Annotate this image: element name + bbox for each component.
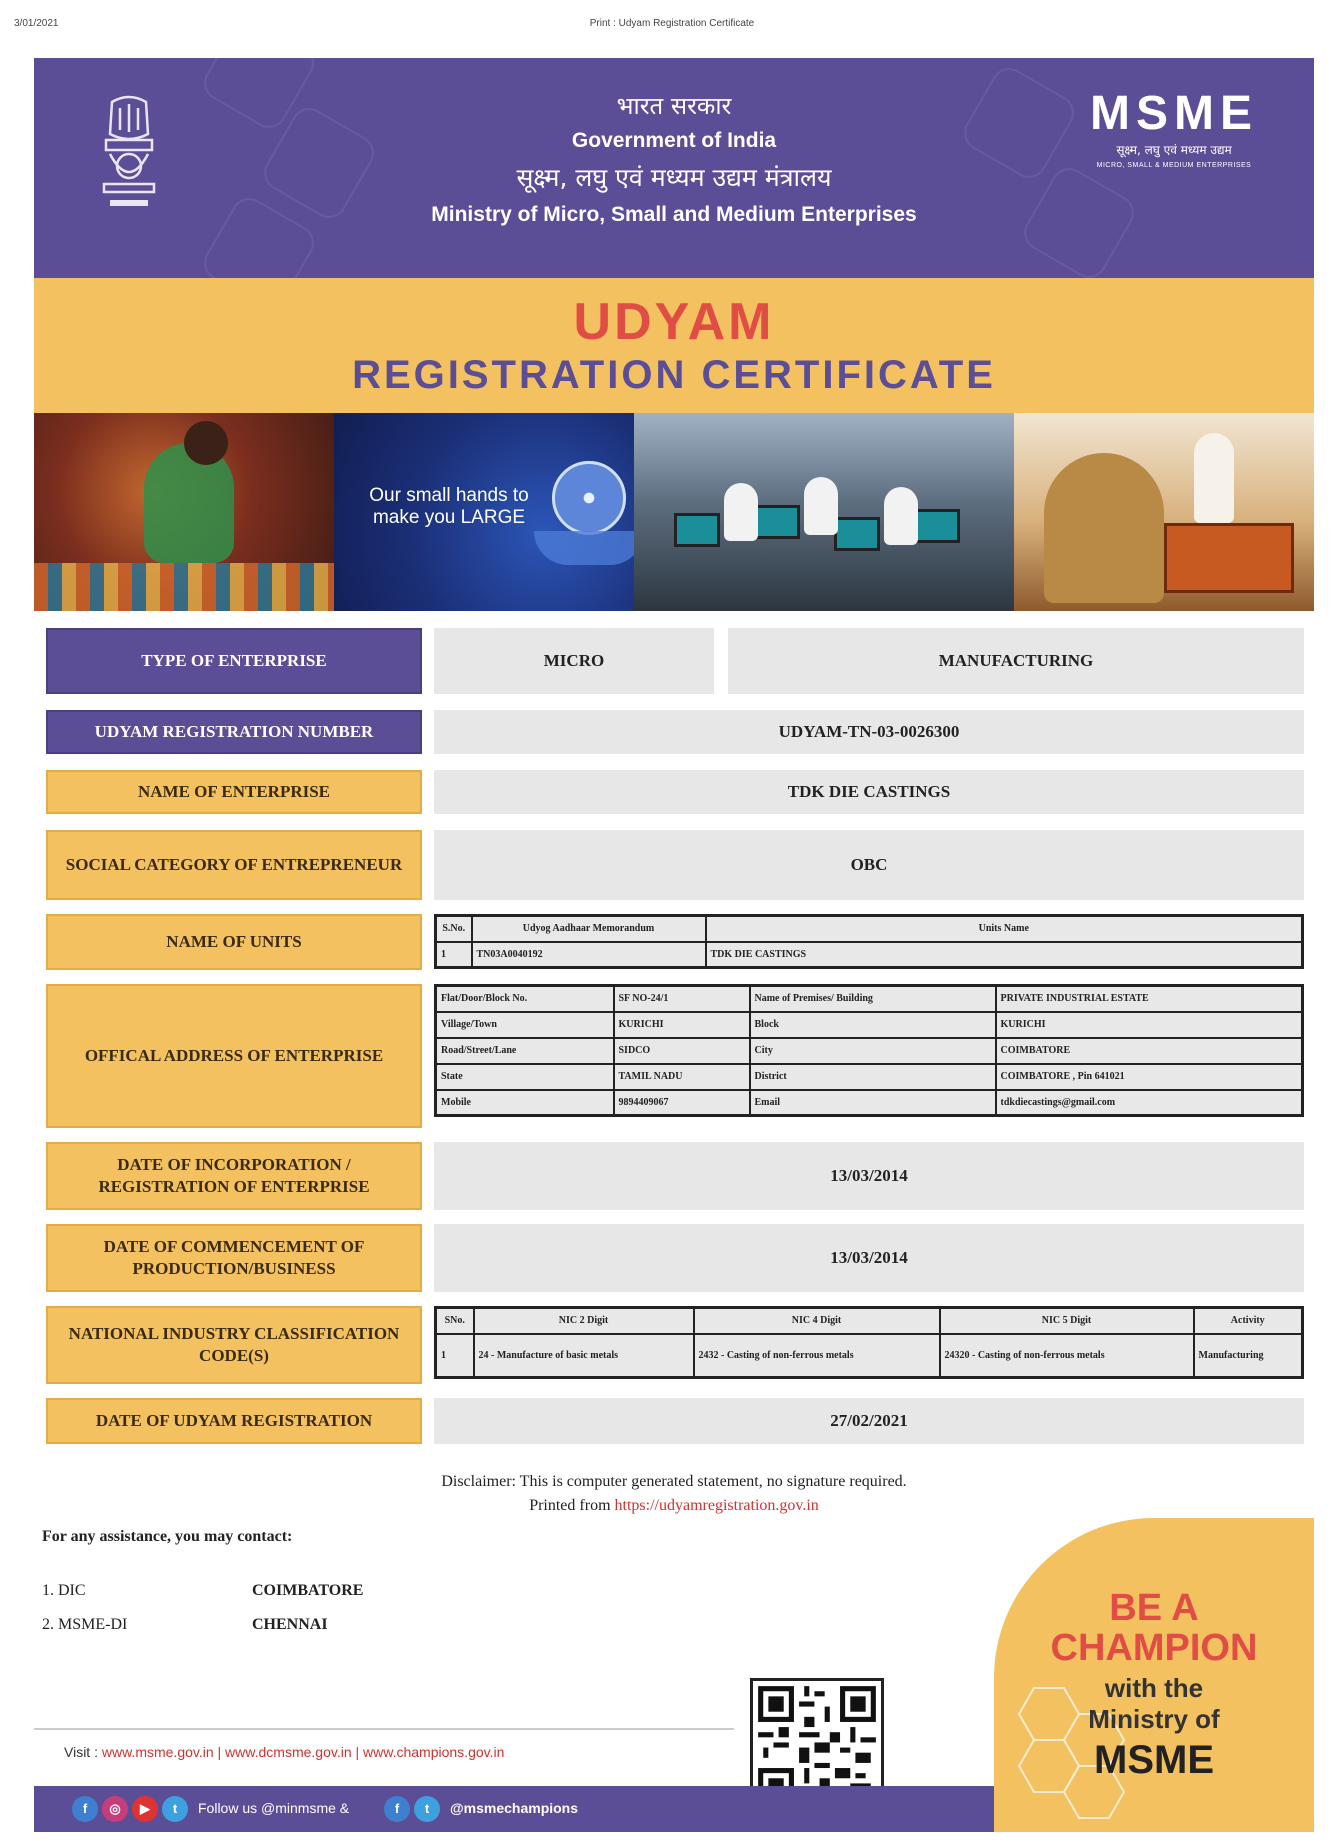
table-header-cell: Units Name bbox=[706, 916, 1303, 942]
table-cell: 1 bbox=[436, 1334, 474, 1378]
table-cell: Block bbox=[750, 1012, 996, 1038]
social-category-label: SOCIAL CATEGORY OF ENTREPRENEUR bbox=[46, 830, 422, 900]
udyam-registration-date-label: DATE OF UDYAM REGISTRATION bbox=[46, 1398, 422, 1444]
table-row bbox=[436, 1064, 1303, 1090]
office-workers-image bbox=[634, 413, 1014, 611]
table-cell: SIDCO bbox=[614, 1038, 750, 1064]
certificate-sheet bbox=[34, 58, 1314, 1832]
table-cell: Email bbox=[750, 1090, 996, 1116]
table-row bbox=[436, 986, 1303, 1012]
disclaimer-text: Disclaimer: This is computer generated statement, no signature required. bbox=[441, 1473, 907, 1490]
nic-codes-label: NATIONAL INDUSTRY CLASSIFICATION CODE(S) bbox=[46, 1306, 422, 1384]
incorporation-date-value: 13/03/2014 bbox=[434, 1142, 1304, 1210]
certificate-title-band bbox=[34, 278, 1314, 413]
youtube-icon[interactable]: ▶ bbox=[132, 1796, 158, 1822]
national-emblem-icon bbox=[90, 94, 168, 212]
printed-from-line bbox=[34, 1494, 1314, 1518]
table-cell: KURICHI bbox=[614, 1012, 750, 1038]
msme-logo bbox=[1074, 88, 1274, 188]
visit-label: Visit : bbox=[64, 1744, 98, 1760]
commencement-date-value: 13/03/2014 bbox=[434, 1224, 1304, 1292]
visit-links-text[interactable]: www.msme.gov.in | www.dcmsme.gov.in | www.champions.gov.in bbox=[101, 1744, 505, 1760]
enterprise-activity-value: MANUFACTURING bbox=[728, 628, 1304, 694]
social-footer bbox=[34, 1786, 994, 1832]
table-cell: KURICHI bbox=[996, 1012, 1303, 1038]
units-table bbox=[434, 914, 1304, 969]
facebook-icon[interactable]: f bbox=[72, 1796, 98, 1822]
champion-line-3: with the bbox=[1104, 1673, 1204, 1703]
type-of-enterprise-label: TYPE OF ENTERPRISE bbox=[46, 628, 422, 694]
table-cell: 24 - Manufacture of basic metals bbox=[474, 1334, 694, 1378]
print-title: Print : Udyam Registration Certificate bbox=[589, 18, 755, 29]
table-cell: TN03A0040192 bbox=[472, 942, 706, 968]
table-cell: 2432 - Casting of non-ferrous metals bbox=[694, 1334, 940, 1378]
table-row bbox=[436, 1334, 1303, 1378]
contact-name: 1. DIC bbox=[42, 1582, 86, 1599]
table-cell: 1 bbox=[436, 942, 472, 968]
udyam-registration-date-value: 27/02/2021 bbox=[434, 1398, 1304, 1444]
table-cell: City bbox=[750, 1038, 996, 1064]
champion-line-4: Ministry of bbox=[1088, 1704, 1220, 1734]
address-table bbox=[434, 984, 1304, 1117]
table-cell: Flat/Door/Block No. bbox=[436, 986, 614, 1012]
table-cell: 9894409067 bbox=[614, 1090, 750, 1116]
contact-city: CHENNAI bbox=[252, 1616, 328, 1633]
udyam-website-link[interactable]: https://udyamregistration.gov.in bbox=[614, 1497, 819, 1514]
table-header-cell: SNo. bbox=[436, 1308, 474, 1334]
table-cell: TDK DIE CASTINGS bbox=[706, 942, 1303, 968]
udyam-title: UDYAM bbox=[573, 293, 775, 351]
printed-from-label: Printed from bbox=[529, 1497, 611, 1514]
table-cell: Mobile bbox=[436, 1090, 614, 1116]
table-header-cell: NIC 5 Digit bbox=[940, 1308, 1194, 1334]
table-cell: COIMBATORE bbox=[996, 1038, 1303, 1064]
udyam-registration-number-label: UDYAM REGISTRATION NUMBER bbox=[46, 710, 422, 754]
contact-city: COIMBATORE bbox=[252, 1582, 364, 1599]
table-header-cell: Activity bbox=[1194, 1308, 1303, 1334]
table-row bbox=[436, 1090, 1303, 1116]
name-of-enterprise-value: TDK DIE CASTINGS bbox=[434, 770, 1304, 814]
social-category-value: OBC bbox=[434, 830, 1304, 900]
tagline-panel bbox=[334, 413, 634, 611]
table-header-cell: NIC 2 Digit bbox=[474, 1308, 694, 1334]
disclaimer bbox=[34, 1470, 1314, 1518]
assistance-heading: For any assistance, you may contact: bbox=[42, 1528, 293, 1545]
instagram-icon[interactable]: ◎ bbox=[102, 1796, 128, 1822]
chakra-icon bbox=[552, 461, 626, 535]
registration-certificate-title: REGISTRATION CERTIFICATE bbox=[352, 353, 996, 397]
table-cell: TAMIL NADU bbox=[614, 1064, 750, 1090]
incorporation-date-label: DATE OF INCORPORATION / REGISTRATION OF ENTERPRISE bbox=[46, 1142, 422, 1210]
english-gov-text: Government of India bbox=[571, 129, 777, 152]
be-a-champion-panel bbox=[994, 1518, 1314, 1832]
twitter-icon[interactable]: t bbox=[162, 1796, 188, 1822]
government-header bbox=[34, 58, 1314, 278]
table-header-cell: Udyog Aadhaar Memorandum bbox=[472, 916, 706, 942]
champion-line-2: CHAMPION bbox=[1050, 1627, 1258, 1669]
english-ministry-text: Ministry of Micro, Small and Medium Enterprises bbox=[431, 203, 917, 226]
hand-icon bbox=[534, 531, 644, 565]
msme-logo-text: MSME bbox=[1090, 87, 1258, 140]
print-header bbox=[0, 18, 1344, 38]
visit-links bbox=[64, 1744, 734, 1760]
name-of-enterprise-label: NAME OF ENTERPRISE bbox=[46, 770, 422, 814]
contact-name: 2. MSME-DI bbox=[42, 1616, 128, 1633]
champion-line-1: BE A bbox=[1109, 1587, 1199, 1629]
table-cell: PRIVATE INDUSTRIAL ESTATE bbox=[996, 986, 1303, 1012]
farmer-machine-image bbox=[1014, 413, 1314, 611]
table-row bbox=[436, 1012, 1303, 1038]
table-cell: Name of Premises/ Building bbox=[750, 986, 996, 1012]
champion-line-5: MSME bbox=[1094, 1738, 1214, 1782]
table-cell: SF NO-24/1 bbox=[614, 986, 750, 1012]
table-header-cell: S.No. bbox=[436, 916, 472, 942]
table-cell: District bbox=[750, 1064, 996, 1090]
table-cell: Village/Town bbox=[436, 1012, 614, 1038]
hindi-ministry-text: सूक्ष्म, लघु एवं मध्यम उद्यम मंत्रालय bbox=[516, 163, 832, 192]
table-cell: Manufacturing bbox=[1194, 1334, 1303, 1378]
msme-logo-hindi: सूक्ष्म, लघु एवं मध्यम उद्यम bbox=[1116, 143, 1232, 157]
hindi-gov-text: भारत सरकार bbox=[616, 92, 732, 120]
table-cell: tdkdiecastings@gmail.com bbox=[996, 1090, 1303, 1116]
table-row bbox=[436, 1038, 1303, 1064]
table-cell: State bbox=[436, 1064, 614, 1090]
follow-handle: @msmechampions bbox=[450, 1800, 579, 1816]
commencement-date-label: DATE OF COMMENCEMENT OF PRODUCTION/BUSINESS bbox=[46, 1224, 422, 1292]
table-header-row bbox=[436, 916, 1303, 942]
tagline-line-1: Our small hands to bbox=[369, 485, 529, 506]
facebook-icon[interactable]: f bbox=[384, 1796, 410, 1822]
msme-logo-english: MICRO, SMALL & MEDIUM ENTERPRISES bbox=[1096, 162, 1252, 169]
table-header-row bbox=[436, 1308, 1303, 1334]
twitter-icon[interactable]: t bbox=[414, 1796, 440, 1822]
nic-table bbox=[434, 1306, 1304, 1379]
follow-text: Follow us @minmsme & bbox=[198, 1800, 350, 1816]
artisan-image bbox=[34, 413, 334, 611]
table-header-cell: NIC 4 Digit bbox=[694, 1308, 940, 1334]
tagline-line-2: make you LARGE bbox=[372, 507, 526, 528]
table-cell: Road/Street/Lane bbox=[436, 1038, 614, 1064]
hero-banner bbox=[34, 413, 1314, 611]
name-of-units-label: NAME OF UNITS bbox=[46, 914, 422, 970]
print-date: 3/01/2021 bbox=[14, 18, 59, 29]
official-address-label: OFFICAL ADDRESS OF ENTERPRISE bbox=[46, 984, 422, 1128]
udyam-registration-number-value: UDYAM-TN-03-0026300 bbox=[434, 710, 1304, 754]
government-title bbox=[334, 88, 1014, 232]
table-cell: COIMBATORE , Pin 641021 bbox=[996, 1064, 1303, 1090]
table-row bbox=[436, 942, 1303, 968]
enterprise-type-value: MICRO bbox=[434, 628, 714, 694]
table-cell: 24320 - Casting of non-ferrous metals bbox=[940, 1334, 1194, 1378]
